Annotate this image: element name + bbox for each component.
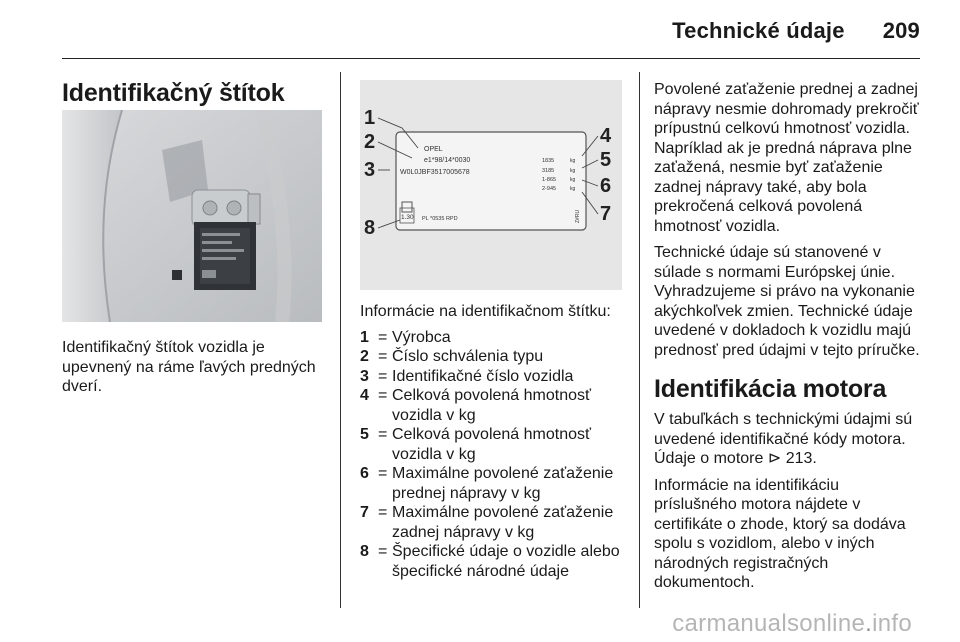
plate-unit-2: kg — [570, 168, 576, 174]
left-line-2: upevnený na ráme ľavých predných — [62, 358, 316, 376]
eu-paragraph: Technické údaje sú stanovené v súlade s normami Európskej únie. Vyhradzujeme si právo na vykonanie akýchkoľvek zmien. Technické údaje uvedené v dokladoch k vozidlu majú prednosť pred údajmi v tejto príručke. — [654, 244, 920, 359]
plate-weight-3: 1-865 — [542, 177, 557, 183]
engine-paragraph: V tabuľkách s technickými údajmi sú uvedené identifikačné kódy motora. Údaje o motore ⊳ 213. — [654, 411, 913, 467]
legend-number: 2 — [360, 348, 369, 365]
plate-vin: W0L0JBF3517005678 — [400, 169, 470, 176]
legend-text: Celková povolená hmotnosť vozidla v kg — [392, 387, 592, 424]
left-line-1: Identifikačný štítok vozidla je — [62, 339, 265, 356]
page-header — [672, 18, 920, 44]
plate-unit-1: kg — [570, 158, 576, 164]
legend-number: 1 — [360, 328, 369, 346]
callout-2: 2 — [364, 131, 376, 153]
legend-text: Maximálne povolené zaťaženie zadnej nápravy v kg — [392, 504, 614, 541]
left-text — [62, 338, 332, 397]
header-rule — [62, 58, 920, 59]
legend-number: 4 — [360, 387, 369, 404]
page-number: 209 — [882, 18, 920, 43]
callout-8: 8 — [364, 217, 376, 239]
legend-text: Celková povolená hmotnosť vozidla v kg — [392, 426, 592, 463]
left-line-3: dverí. — [62, 378, 103, 395]
plate-approval: e1*98/14*0030 — [424, 157, 471, 164]
callout-4: 4 — [600, 125, 612, 147]
plate-paint: PL *0535 RPD — [422, 216, 458, 222]
id-plate-diagram — [360, 80, 622, 290]
callout-3: 3 — [364, 159, 376, 181]
callout-6: 6 — [600, 175, 612, 197]
section-heading: Identifikačný štítok — [62, 79, 285, 107]
header-title: Technické údaje — [672, 18, 845, 43]
legend-number: 5 — [360, 426, 369, 443]
callout-1: 1 — [364, 107, 376, 129]
plate-code: 1.30 — [401, 214, 414, 221]
plate-side-code: Z#RU — [575, 209, 581, 223]
legend-text: Maximálne povolené zaťaženie prednej nápravy v kg — [392, 465, 614, 502]
load-paragraph: Povolené zaťaženie prednej a zadnej nápravy nesmie dohromady prekročiť prípustnú celkovú hmotnosť vozidla. Napríklad ak je predná náprava plne zaťažená, nesmie byť zaťaženie zadnej nápravy také, aby bola prekročená celková povolená hmotnosť vozidla. — [654, 81, 919, 235]
legend-intro: Informácie na identifikačnom štítku: — [360, 303, 611, 320]
column-divider-2 — [639, 72, 640, 608]
right-column — [654, 80, 954, 600]
legend-list: 1 = Výrobca 2 = Číslo schválenia typu 3 = Identifikačné číslo vozidla 4 = Celková povolená hmotnosť vozidla v kg 5 = Celková povolená hmotnosť vozidla v kg 6 = Maximálne povolené zaťaženie prednej nápravy v kg 7 = Maximálne povolené zaťaženie zadnej nápravy v kg 8 = Špecifické údaje o vozidle alebo špecifické národné údaje — [360, 328, 635, 582]
plate-make: OPEL — [424, 146, 443, 153]
plate-unit-4: kg — [570, 186, 576, 192]
legend-text: Výrobca — [392, 328, 451, 346]
middle-column — [360, 302, 635, 581]
legend-number: 3 — [360, 367, 369, 385]
door-frame-photo — [62, 110, 322, 322]
engine-heading: Identifikácia motora — [654, 375, 887, 403]
plate-weight-4: 2-945 — [542, 186, 557, 192]
plate-unit-3: kg — [570, 177, 576, 183]
legend-number: 6 — [360, 465, 369, 482]
id-plate-figure — [360, 80, 622, 290]
plate-weight-1: 1835 — [542, 158, 555, 164]
legend-number: 8 — [360, 543, 369, 560]
left-column — [62, 78, 332, 108]
legend-text: Číslo schválenia typu — [392, 348, 544, 365]
column-divider-1 — [340, 72, 341, 608]
door-frame-illustration — [62, 110, 322, 322]
legend-number: 7 — [360, 504, 369, 521]
watermark: carmanualsonline.info — [672, 610, 912, 637]
plate-weight-2: 3185 — [542, 168, 555, 174]
callout-5: 5 — [600, 149, 612, 171]
certificate-paragraph: Informácie na identifikáciu príslušného motora nájdete v certifikáte o zhode, ktorý sa dodáva spolu s vozidlom, alebo v iných národných registračných dokumentoch. — [654, 476, 906, 591]
callout-7: 7 — [600, 203, 612, 225]
legend-text: Identifikačné číslo vozidla — [392, 367, 574, 385]
legend-text: Špecifické údaje o vozidle alebo špecifické národné údaje — [392, 543, 620, 580]
